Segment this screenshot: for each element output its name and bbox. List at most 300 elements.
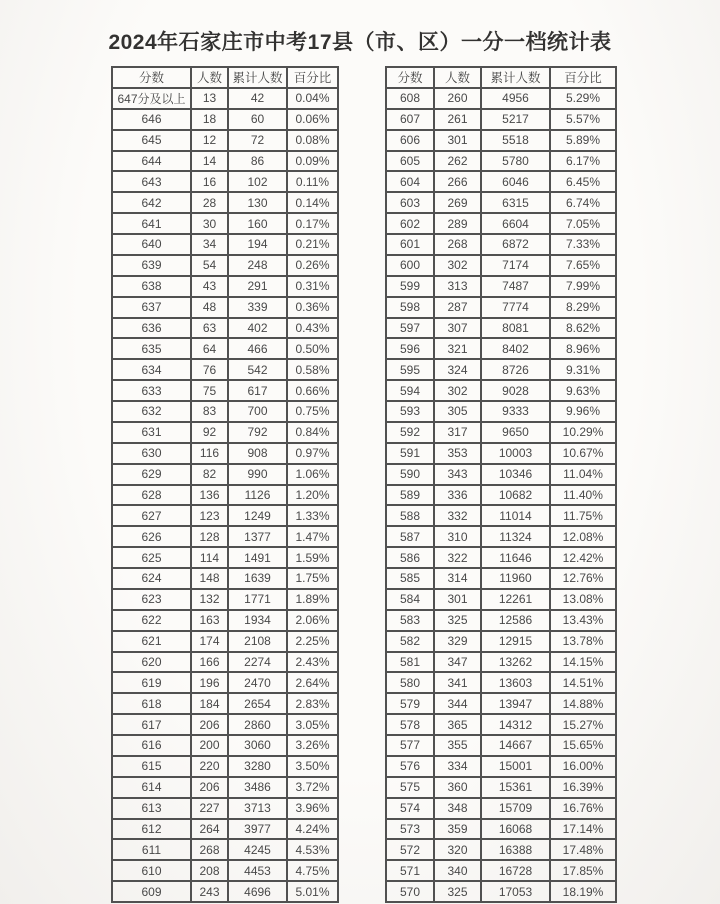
- cell: 1.59%: [287, 547, 338, 568]
- column-header: 百分比: [550, 67, 616, 88]
- cell: 160: [228, 213, 287, 234]
- cell: 18: [191, 109, 228, 130]
- cell: 320: [434, 839, 481, 860]
- cell: 3713: [228, 798, 287, 819]
- cell: 42: [228, 88, 287, 109]
- cell: 15361: [481, 777, 550, 798]
- cell: 76: [191, 359, 228, 380]
- cell: 3280: [228, 756, 287, 777]
- cell: 601: [386, 234, 434, 255]
- table-row: [112, 798, 338, 819]
- cell: 622: [112, 610, 191, 631]
- cell: 8.96%: [550, 338, 616, 359]
- table-row: [386, 234, 616, 255]
- cell: 627: [112, 505, 191, 526]
- cell: 60: [228, 109, 287, 130]
- cell: 14.88%: [550, 693, 616, 714]
- cell: 637: [112, 297, 191, 318]
- table-header-left: [112, 67, 338, 88]
- cell: 616: [112, 735, 191, 756]
- table-row: [112, 672, 338, 693]
- cell: 13: [191, 88, 228, 109]
- cell: 0.43%: [287, 318, 338, 339]
- cell: 990: [228, 464, 287, 485]
- cell: 1126: [228, 485, 287, 506]
- table-row: [112, 714, 338, 735]
- cell: 1.47%: [287, 526, 338, 547]
- cell: 6.74%: [550, 192, 616, 213]
- cell: 301: [434, 589, 481, 610]
- table-row: [112, 652, 338, 673]
- cell: 2860: [228, 714, 287, 735]
- cell: 0.11%: [287, 171, 338, 192]
- cell: 612: [112, 819, 191, 840]
- column-header: 累计人数: [481, 67, 550, 88]
- cell: 14.15%: [550, 652, 616, 673]
- cell: 14667: [481, 735, 550, 756]
- table-row: [112, 547, 338, 568]
- cell: 10.29%: [550, 422, 616, 443]
- table-row: [386, 610, 616, 631]
- cell: 355: [434, 735, 481, 756]
- cell: 30: [191, 213, 228, 234]
- cell: 16: [191, 171, 228, 192]
- cell: 13947: [481, 693, 550, 714]
- cell: 1491: [228, 547, 287, 568]
- cell: 571: [386, 860, 434, 881]
- table-row: [112, 777, 338, 798]
- cell: 2.06%: [287, 610, 338, 631]
- table-row: [112, 338, 338, 359]
- cell: 12: [191, 130, 228, 151]
- cell: 0.17%: [287, 213, 338, 234]
- column-header: 累计人数: [228, 67, 287, 88]
- table-row: [386, 777, 616, 798]
- cell: 598: [386, 297, 434, 318]
- cell: 5217: [481, 109, 550, 130]
- cell: 639: [112, 255, 191, 276]
- cell: 339: [228, 297, 287, 318]
- cell: 11.75%: [550, 505, 616, 526]
- cell: 2.43%: [287, 652, 338, 673]
- cell: 1771: [228, 589, 287, 610]
- cell: 597: [386, 318, 434, 339]
- cell: 635: [112, 338, 191, 359]
- cell: 325: [434, 881, 481, 902]
- cell: 227: [191, 798, 228, 819]
- table-row: [112, 401, 338, 422]
- cell: 646: [112, 109, 191, 130]
- cell: 7487: [481, 276, 550, 297]
- cell: 7774: [481, 297, 550, 318]
- cell: 0.31%: [287, 276, 338, 297]
- table-row: [386, 839, 616, 860]
- cell: 574: [386, 798, 434, 819]
- table-row: [112, 819, 338, 840]
- table-row: [386, 505, 616, 526]
- score-table-left: [111, 66, 339, 903]
- cell: 589: [386, 485, 434, 506]
- cell: 14: [191, 151, 228, 172]
- cell: 3.72%: [287, 777, 338, 798]
- cell: 10682: [481, 485, 550, 506]
- cell: 606: [386, 130, 434, 151]
- table-row: [386, 151, 616, 172]
- cell: 114: [191, 547, 228, 568]
- cell: 634: [112, 359, 191, 380]
- cell: 10003: [481, 443, 550, 464]
- cell: 580: [386, 672, 434, 693]
- cell: 341: [434, 672, 481, 693]
- cell: 16068: [481, 819, 550, 840]
- cell: 0.04%: [287, 88, 338, 109]
- table-row: [386, 359, 616, 380]
- cell: 10346: [481, 464, 550, 485]
- table-row: [386, 297, 616, 318]
- cell: 83: [191, 401, 228, 422]
- cell: 11014: [481, 505, 550, 526]
- cell: 15.27%: [550, 714, 616, 735]
- cell: 618: [112, 693, 191, 714]
- cell: 8.29%: [550, 297, 616, 318]
- cell: 3.50%: [287, 756, 338, 777]
- cell: 0.26%: [287, 255, 338, 276]
- cell: 17053: [481, 881, 550, 902]
- cell: 582: [386, 631, 434, 652]
- table-row: [386, 464, 616, 485]
- cell: 0.50%: [287, 338, 338, 359]
- cell: 11.40%: [550, 485, 616, 506]
- table-row: [386, 401, 616, 422]
- cell: 599: [386, 276, 434, 297]
- cell: 593: [386, 401, 434, 422]
- cell: 1.06%: [287, 464, 338, 485]
- cell: 206: [191, 777, 228, 798]
- cell: 594: [386, 380, 434, 401]
- cell: 1.20%: [287, 485, 338, 506]
- cell: 3.96%: [287, 798, 338, 819]
- column-header: 分数: [386, 67, 434, 88]
- cell: 631: [112, 422, 191, 443]
- cell: 5.57%: [550, 109, 616, 130]
- cell: 266: [434, 171, 481, 192]
- cell: 632: [112, 401, 191, 422]
- cell: 12586: [481, 610, 550, 631]
- cell: 11646: [481, 547, 550, 568]
- cell: 4.75%: [287, 860, 338, 881]
- cell: 0.58%: [287, 359, 338, 380]
- cell: 633: [112, 380, 191, 401]
- table-row: [112, 359, 338, 380]
- cell: 604: [386, 171, 434, 192]
- cell: 13.43%: [550, 610, 616, 631]
- cell: 48: [191, 297, 228, 318]
- cell: 7.05%: [550, 213, 616, 234]
- table-row: [386, 881, 616, 902]
- cell: 63: [191, 318, 228, 339]
- cell: 6.45%: [550, 171, 616, 192]
- cell: 4453: [228, 860, 287, 881]
- cell: 317: [434, 422, 481, 443]
- table-row: [112, 276, 338, 297]
- cell: 163: [191, 610, 228, 631]
- cell: 624: [112, 568, 191, 589]
- cell: 9.63%: [550, 380, 616, 401]
- cell: 4956: [481, 88, 550, 109]
- cell: 625: [112, 547, 191, 568]
- cell: 591: [386, 443, 434, 464]
- table-row: [386, 192, 616, 213]
- cell: 621: [112, 631, 191, 652]
- cell: 14312: [481, 714, 550, 735]
- cell: 343: [434, 464, 481, 485]
- table-row: [386, 589, 616, 610]
- cell: 365: [434, 714, 481, 735]
- cell: 54: [191, 255, 228, 276]
- cell: 13.78%: [550, 631, 616, 652]
- cell: 16728: [481, 860, 550, 881]
- table-row: [386, 756, 616, 777]
- table-row: [112, 610, 338, 631]
- cell: 208: [191, 860, 228, 881]
- table-row: [386, 380, 616, 401]
- cell: 264: [191, 819, 228, 840]
- cell: 64: [191, 338, 228, 359]
- table-row: [112, 485, 338, 506]
- table-row: [386, 568, 616, 589]
- cell: 166: [191, 652, 228, 673]
- table-row: [112, 443, 338, 464]
- cell: 908: [228, 443, 287, 464]
- cell: 268: [434, 234, 481, 255]
- cell: 82: [191, 464, 228, 485]
- cell: 2108: [228, 631, 287, 652]
- page-title: 2024年石家庄市中考17县（市、区）一分一档统计表: [108, 31, 612, 54]
- cell: 584: [386, 589, 434, 610]
- cell: 305: [434, 401, 481, 422]
- cell: 10.67%: [550, 443, 616, 464]
- cell: 132: [191, 589, 228, 610]
- cell: 174: [191, 631, 228, 652]
- cell: 587: [386, 526, 434, 547]
- cell: 16.00%: [550, 756, 616, 777]
- cell: 130: [228, 192, 287, 213]
- cell: 3060: [228, 735, 287, 756]
- cell: 614: [112, 777, 191, 798]
- cell: 575: [386, 777, 434, 798]
- table-row: [386, 109, 616, 130]
- cell: 8081: [481, 318, 550, 339]
- cell: 636: [112, 318, 191, 339]
- cell: 18.19%: [550, 881, 616, 902]
- cell: 102: [228, 171, 287, 192]
- cell: 0.21%: [287, 234, 338, 255]
- cell: 348: [434, 798, 481, 819]
- cell: 13.08%: [550, 589, 616, 610]
- column-header: 人数: [191, 67, 228, 88]
- table-row: [112, 860, 338, 881]
- cell: 0.75%: [287, 401, 338, 422]
- cell: 347: [434, 652, 481, 673]
- cell: 268: [191, 839, 228, 860]
- cell: 1.89%: [287, 589, 338, 610]
- cell: 792: [228, 422, 287, 443]
- cell: 4.53%: [287, 839, 338, 860]
- cell: 6604: [481, 213, 550, 234]
- cell: 262: [434, 151, 481, 172]
- cell: 269: [434, 192, 481, 213]
- cell: 5518: [481, 130, 550, 151]
- cell: 360: [434, 777, 481, 798]
- cell: 628: [112, 485, 191, 506]
- cell: 12261: [481, 589, 550, 610]
- cell: 92: [191, 422, 228, 443]
- table-row: [386, 798, 616, 819]
- cell: 5.29%: [550, 88, 616, 109]
- cell: 5.89%: [550, 130, 616, 151]
- cell: 322: [434, 547, 481, 568]
- table-row: [112, 568, 338, 589]
- cell: 287: [434, 297, 481, 318]
- table-row: [112, 151, 338, 172]
- cell: 6315: [481, 192, 550, 213]
- cell: 2470: [228, 672, 287, 693]
- cell: 640: [112, 234, 191, 255]
- cell: 43: [191, 276, 228, 297]
- cell: 0.14%: [287, 192, 338, 213]
- cell: 200: [191, 735, 228, 756]
- table-row: [386, 422, 616, 443]
- cell: 9.96%: [550, 401, 616, 422]
- cell: 638: [112, 276, 191, 297]
- cell: 359: [434, 819, 481, 840]
- cell: 610: [112, 860, 191, 881]
- table-row: [112, 693, 338, 714]
- cell: 12.76%: [550, 568, 616, 589]
- cell: 15.65%: [550, 735, 616, 756]
- cell: 16388: [481, 839, 550, 860]
- table-row: [112, 505, 338, 526]
- cell: 128: [191, 526, 228, 547]
- cell: 313: [434, 276, 481, 297]
- cell: 344: [434, 693, 481, 714]
- cell: 605: [386, 151, 434, 172]
- table-row: [386, 443, 616, 464]
- table-row: [112, 297, 338, 318]
- table-row: [112, 130, 338, 151]
- cell: 1249: [228, 505, 287, 526]
- cell: 581: [386, 652, 434, 673]
- cell: 7.65%: [550, 255, 616, 276]
- cell: 17.14%: [550, 819, 616, 840]
- table-row: [386, 485, 616, 506]
- cell: 72: [228, 130, 287, 151]
- cell: 7.99%: [550, 276, 616, 297]
- cell: 8402: [481, 338, 550, 359]
- table-row: [112, 526, 338, 547]
- cell: 466: [228, 338, 287, 359]
- cell: 6.17%: [550, 151, 616, 172]
- cell: 13262: [481, 652, 550, 673]
- cell: 8.62%: [550, 318, 616, 339]
- table-row: [112, 881, 338, 902]
- cell: 116: [191, 443, 228, 464]
- column-header: 人数: [434, 67, 481, 88]
- cell: 11.04%: [550, 464, 616, 485]
- cell: 9650: [481, 422, 550, 443]
- cell: 260: [434, 88, 481, 109]
- table-row: [112, 88, 338, 109]
- cell: 402: [228, 318, 287, 339]
- cell: 579: [386, 693, 434, 714]
- cell: 592: [386, 422, 434, 443]
- table-row: [386, 735, 616, 756]
- table-row: [386, 255, 616, 276]
- cell: 12.42%: [550, 547, 616, 568]
- cell: 243: [191, 881, 228, 902]
- cell: 15709: [481, 798, 550, 819]
- cell: 34: [191, 234, 228, 255]
- table-row: [112, 192, 338, 213]
- cell: 623: [112, 589, 191, 610]
- cell: 8726: [481, 359, 550, 380]
- cell: 620: [112, 652, 191, 673]
- cell: 16.76%: [550, 798, 616, 819]
- cell: 9333: [481, 401, 550, 422]
- cell: 307: [434, 318, 481, 339]
- table-row: [112, 171, 338, 192]
- cell: 643: [112, 171, 191, 192]
- cell: 617: [112, 714, 191, 735]
- cell: 340: [434, 860, 481, 881]
- table-row: [112, 631, 338, 652]
- table-row: [386, 276, 616, 297]
- cell: 86: [228, 151, 287, 172]
- cell: 2654: [228, 693, 287, 714]
- table-row: [386, 526, 616, 547]
- cell: 194: [228, 234, 287, 255]
- table-row: [112, 234, 338, 255]
- cell: 314: [434, 568, 481, 589]
- cell: 1.33%: [287, 505, 338, 526]
- cell: 609: [112, 881, 191, 902]
- cell: 576: [386, 756, 434, 777]
- cell: 603: [386, 192, 434, 213]
- table-row: [386, 171, 616, 192]
- cell: 3.05%: [287, 714, 338, 735]
- cell: 0.08%: [287, 130, 338, 151]
- cell: 607: [386, 109, 434, 130]
- cell: 1934: [228, 610, 287, 631]
- cell: 12.08%: [550, 526, 616, 547]
- cell: 261: [434, 109, 481, 130]
- cell: 7.33%: [550, 234, 616, 255]
- cell: 332: [434, 505, 481, 526]
- table-row: [112, 213, 338, 234]
- cell: 642: [112, 192, 191, 213]
- table-row: [112, 589, 338, 610]
- table-row: [112, 464, 338, 485]
- cell: 542: [228, 359, 287, 380]
- cell: 0.84%: [287, 422, 338, 443]
- table-row: [386, 714, 616, 735]
- cell: 353: [434, 443, 481, 464]
- cell: 5780: [481, 151, 550, 172]
- cell: 590: [386, 464, 434, 485]
- table-row: [386, 860, 616, 881]
- cell: 600: [386, 255, 434, 276]
- cell: 6872: [481, 234, 550, 255]
